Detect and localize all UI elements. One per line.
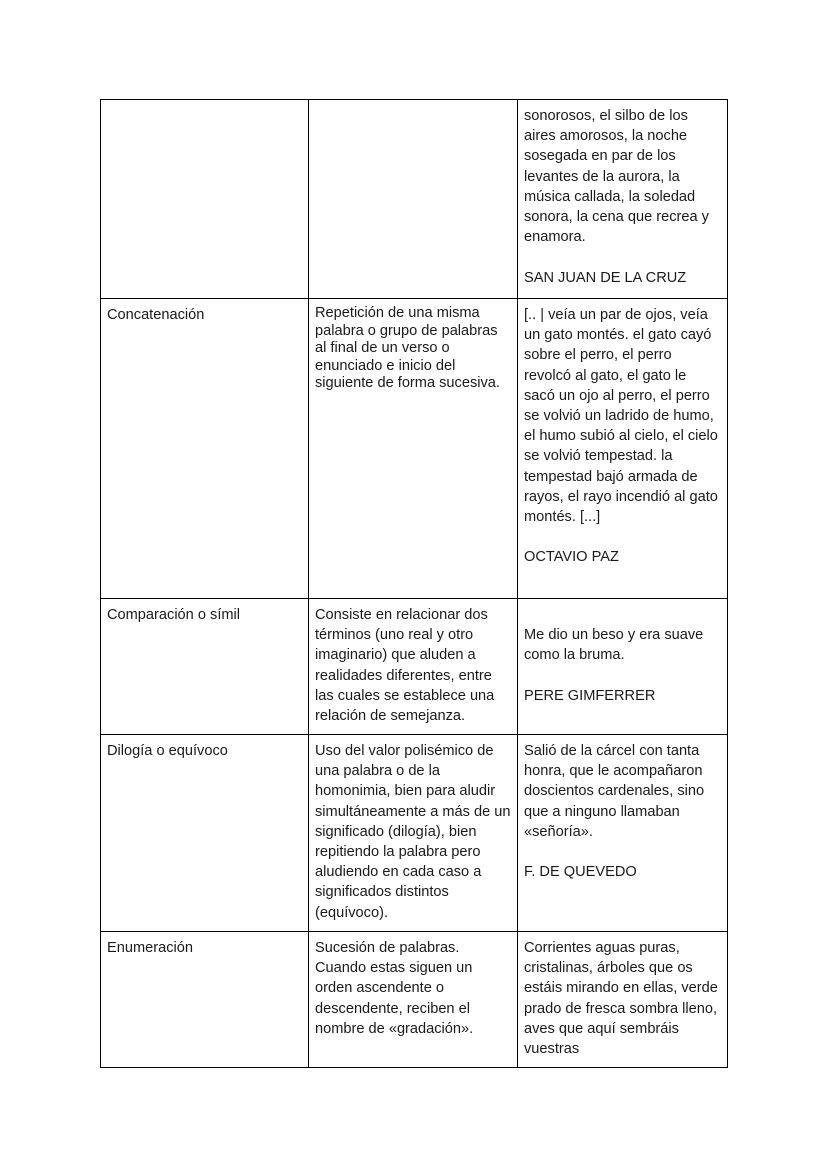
example-text: Me dio un beso y era suave como la bruma. <box>524 627 704 664</box>
table-row <box>101 599 728 735</box>
example-spacer <box>524 605 721 625</box>
definition-cell <box>309 299 518 599</box>
term-definition: Consiste en relacionar dos términos (uno real y otro imaginario) que aluden a realidades diferentes, entre las cuales se establece una relación de semejanza. <box>315 607 495 725</box>
example-cell <box>518 735 728 932</box>
term-cell <box>101 599 309 735</box>
example-text: Corrientes aguas puras, cristalinas, árboles que os estáis mirando en ellas, verde prado de fresca sombra lleno, aves que aquí sembráis vuestras <box>524 940 718 1058</box>
term-name: Concatenación <box>107 307 205 323</box>
example-cell <box>518 932 728 1068</box>
term-definition: Repetición de una misma palabra o grupo de palabras al final de un verso o enunciado e inicio del siguiente de forma sucesiva. <box>315 305 500 391</box>
term-definition: Uso del valor polisémico de una palabra o de la homonimia, bien para aludir simultáneamente a más de un significado (dilogía), bien repitiendo la palabra pero aludiendo en cada caso a significados distintos (equívoco). <box>315 743 511 921</box>
term-cell <box>101 735 309 932</box>
definition-cell <box>309 599 518 735</box>
example-cell <box>518 100 728 299</box>
term-cell <box>101 932 309 1068</box>
example-author: F. DE QUEVEDO <box>524 864 637 881</box>
term-cell <box>101 299 309 599</box>
table-row <box>101 299 728 599</box>
example-text: Salió de la cárcel con tanta honra, que le acompañaron doscientos cardenales, sino que a ninguno llamaban «señoría». <box>524 743 705 840</box>
rhetorical-figures-table <box>100 99 728 1068</box>
example-text: [.. | veía un par de ojos, veía un gato montés. el gato cayó sobre el perro, el perro revolcó al gato, el gato le sacó un ojo al perro, el perro se volvió un ladrido de humo, el humo subió al cielo, el cielo se volvió tempestad. la tempestad bajó armada de rayos, el rayo incendió al gato montés. [...] <box>524 307 718 526</box>
example-text: sonorosos, el silbo de los aires amorosos, la noche sosegada en par de los levantes de la aurora, la música callada, la soledad sonora, la cena que recrea y enamora. <box>524 108 709 246</box>
term-definition: Sucesión de palabras. Cuando estas siguen un orden ascendente o descendente, reciben el nombre de «gradación». <box>315 940 474 1037</box>
term-name: Dilogía o equívoco <box>107 743 228 759</box>
table-row <box>101 735 728 932</box>
definition-cell <box>309 735 518 932</box>
example-author: OCTAVIO PAZ <box>524 549 619 566</box>
example-cell <box>518 599 728 735</box>
term-name: Enumeración <box>107 940 193 956</box>
definition-cell <box>309 100 518 299</box>
table-row <box>101 932 728 1068</box>
example-author: SAN JUAN DE LA CRUZ <box>524 269 687 286</box>
definition-cell <box>309 932 518 1068</box>
term-cell <box>101 100 309 299</box>
example-author: PERE GIMFERRER <box>524 687 656 704</box>
example-cell <box>518 299 728 599</box>
term-name: Comparación o símil <box>107 607 241 623</box>
table-row <box>101 100 728 299</box>
